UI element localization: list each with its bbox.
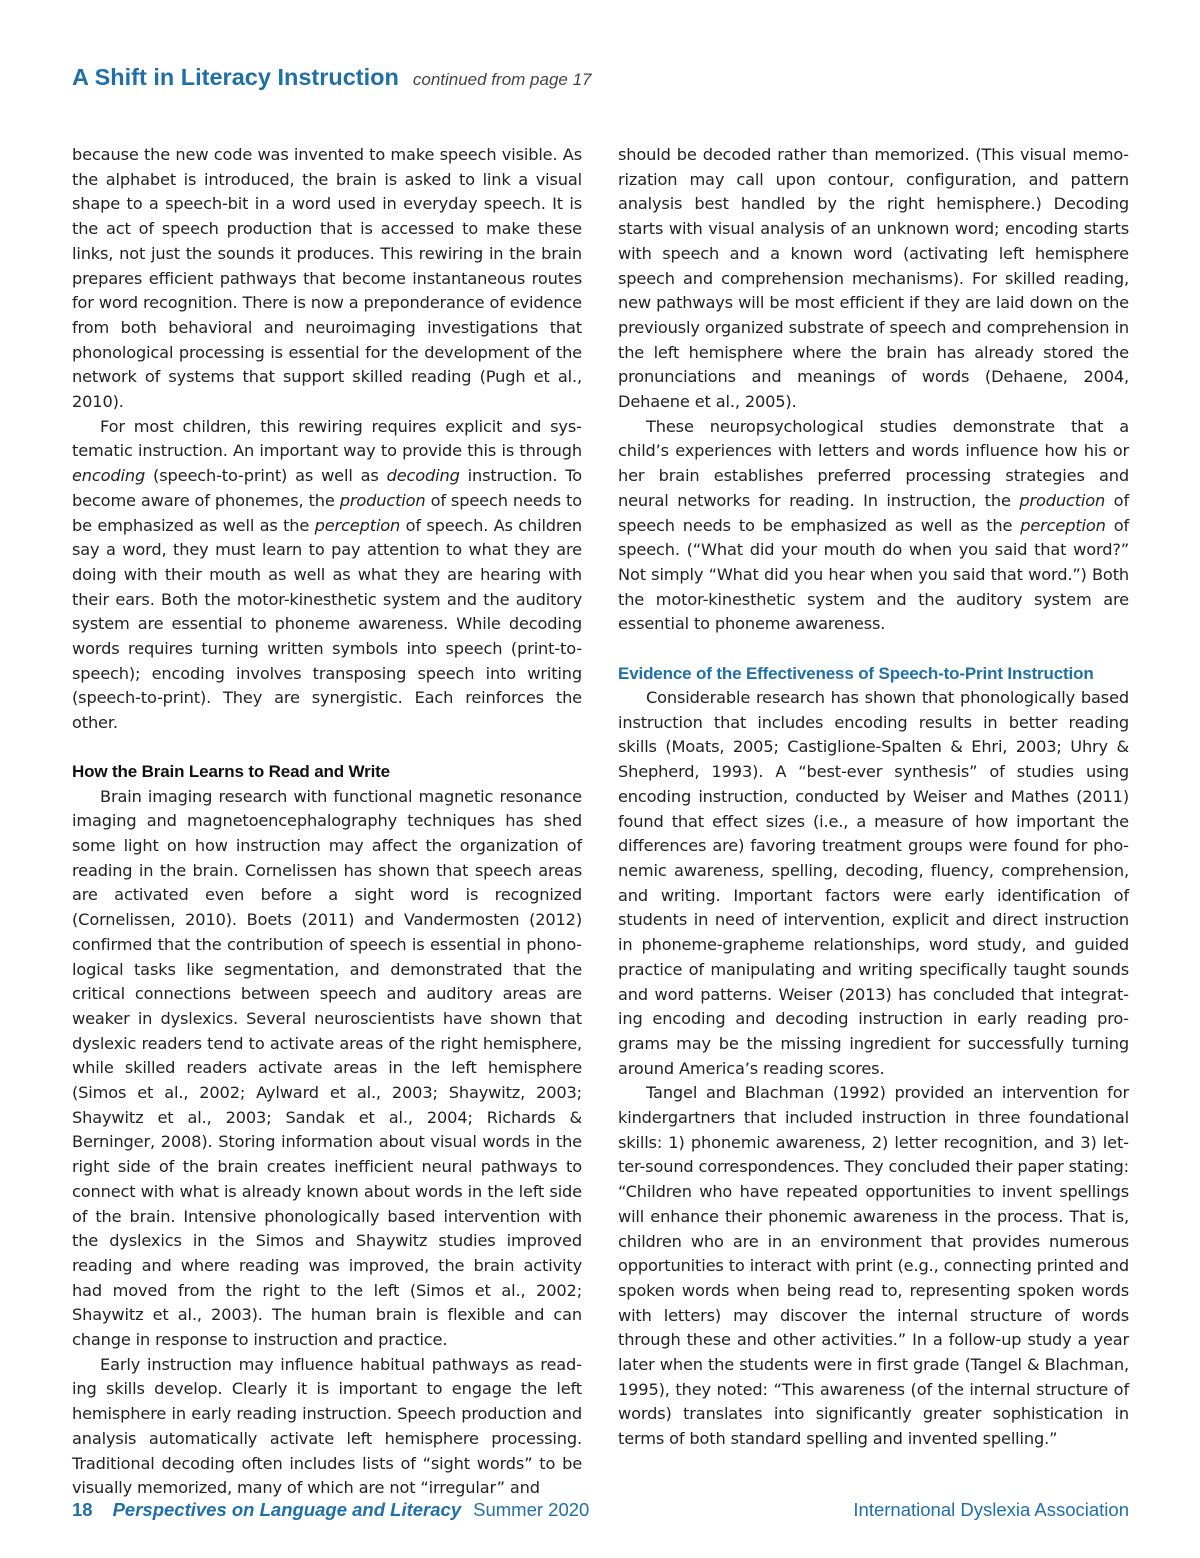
article-header: [72, 64, 591, 91]
page-footer: [72, 1499, 1129, 1521]
paragraph: Brain imaging research with functional magnetic resonance imaging and magnetoencephalography techniques has shed some light on how instruction may affect the organization of reading in the brain. Cornelissen has shown that speech areas are activated even before a sight word is recognized (Cornelissen, 2010). Boets (2011) and Vandermosten (2012) confirmed that the contribution of speech is essential in phonological tasks like segmentation, and demonstrated that the critical connections between speech and auditory areas are weaker in dyslexics. Several neuroscientists have shown that dyslexic readers tend to activate areas of the right hemisphere, while skilled readers activate areas in the left hemisphere (Simos et al., 2002; Aylward et al., 2003; Shaywitz, 2003; Shaywitz et al., 2003; Sandak et al., 2004; Richards & Berninger, 2008). Storing information about visual words in the right side of the brain creates inefficient neural pathways to connect with what is already known about words in the left side of the brain. Intensive phonologically based intervention with the dyslexics in the Simos and Shaywitz studies improved reading and where reading was improved, the brain activity had moved from the right to the left (Simos et al., 2002; Shaywitz et al., 2003). The human brain is flexible and can change in response to instruction and practice.: [72, 786, 582, 1350]
publication-title: Perspectives on Language and Literacy: [112, 1499, 462, 1520]
section-heading: How the Brain Learns to Read and Write: [72, 761, 390, 781]
paragraph: These neuropsychological studies demonstrate that a child’s experiences with letters and words influence how his or her brain establishes preferred processing strategies and neural networks for reading. In instruction, the production of speech needs to be emphasized as well as the perception of speech. (“What did your mouth do when you said that word?” Not simply “What did you hear when you said that word.”) Both the motor-kinesthetic system and the auditory system are essential to phoneme awareness.: [618, 416, 1129, 634]
left-column: [72, 143, 582, 1501]
right-column: [618, 143, 1129, 1452]
paragraph: Considerable research has shown that phonologically based instruction that includes encoding results in better reading skills (Moats, 2005; Castiglione-Spalten & Ehri, 2003; Uhry & Shepherd, 1993). A “best-ever synthesis” of studies using encoding instruction, conducted by Weiser and Mathes (2011) found that effect sizes (i.e., a measure of how important the differences are) favoring treatment groups were found for phonemic awareness, spelling, decoding, fluency, comprehension, and writing. Important factors were early identification of students in need of intervention, explicit and direct instruction in phoneme-grapheme relationships, word study, and guided practice of manipulating and writing specifically taught sounds and word patterns. Weiser (2013) has concluded that integrating encoding and decoding instruction in early reading programs may be the missing ingredient for successfully turning around America’s reading scores.: [618, 688, 1129, 1078]
paragraph: Early instruction may influence habitual pathways as reading skills develop. Clearly it is important to engage the left hemisphere in early reading instruction. Speech production and analysis automatically activate left hemisphere processing. Traditional decoding often includes lists of “sight words” to be visually memorized, many of which are not “irregular” and: [72, 1354, 582, 1498]
page-number: 18: [72, 1499, 93, 1520]
paragraph: For most children, this rewiring requires explicit and systematic instruction. An important way to provide this is through encoding (speech-to-print) as well as decoding instruction. To become aware of phonemes, the production of speech needs to be emphasized as well as the perception of speech. As children say a word, they must learn to pay attention to what they are doing with their mouth as well as what they are hearing with their ears. Both the motor-kinesthetic system and the auditory system are essential to phoneme awareness. While decoding words requires turning written symbols into speech (print-to-speech); encoding involves transposing speech into writing (speech-to-print). They are synergistic. Each reinforces the other.: [72, 416, 582, 733]
continued-note: continued from page 17: [412, 70, 592, 89]
paragraph: Tangel and Blachman (1992) provided an intervention for kindergartners that included instruction in three foundational skills: 1) phonemic awareness, 2) letter recognition, and 3) letter-sound correspondences. They concluded their paper stating: “Children who have repeated opportunities to invent spellings will enhance their phonemic awareness in the process. That is, children who are in an environment that provides numerous opportunities to interact with print (e.g., connecting printed and spoken words when being read to, representing spoken words with letters) may discover the internal structure of words through these and other activities.” In a follow-up study a year later when the students were in first grade (Tangel & Blachman, 1995), they noted: “This awareness (of the internal structure of words) translates into significantly greater sophistication in terms of both standard spelling and invented spelling.”: [618, 1083, 1129, 1449]
paragraph: because the new code was invented to make speech visible. As the alphabet is introduced, the brain is asked to link a visual shape to a speech-bit in a word used in everyday speech. It is the act of speech production that is accessed to make these links, not just the sounds it produces. This rewiring in the brain prepares efficient pathways that become instantaneous routes for word recognition. There is now a preponderance of evidence from both behavioral and neuroimaging investigations that phonological processing is essential for the development of the network of systems that support skilled reading (Pugh et al., 2010).: [72, 145, 582, 412]
paragraph: should be decoded rather than memorized. (This visual memorization may call upon contour, configuration, and pattern analysis best handled by the right hemisphere.) Decoding starts with visual analysis of an unknown word; encoding starts with speech and a known word (activating left hemisphere speech and comprehension mechanisms). For skilled reading, new pathways will be most efficient if they are laid down on the previously organized substrate of speech and comprehension in the left hemisphere where the brain has already stored the pronunciations and meanings of words (Dehaene, 2004, Dehaene et al., 2005).: [618, 145, 1129, 412]
organization-name: International Dyslexia Association: [853, 1499, 1129, 1520]
issue-date: Summer 2020: [473, 1499, 590, 1520]
footer-left: [72, 1499, 589, 1521]
article-title: A Shift in Literacy Instruction: [72, 64, 399, 90]
section-heading: Evidence of the Effectiveness of Speech-to-Print Instruction: [618, 664, 1094, 684]
